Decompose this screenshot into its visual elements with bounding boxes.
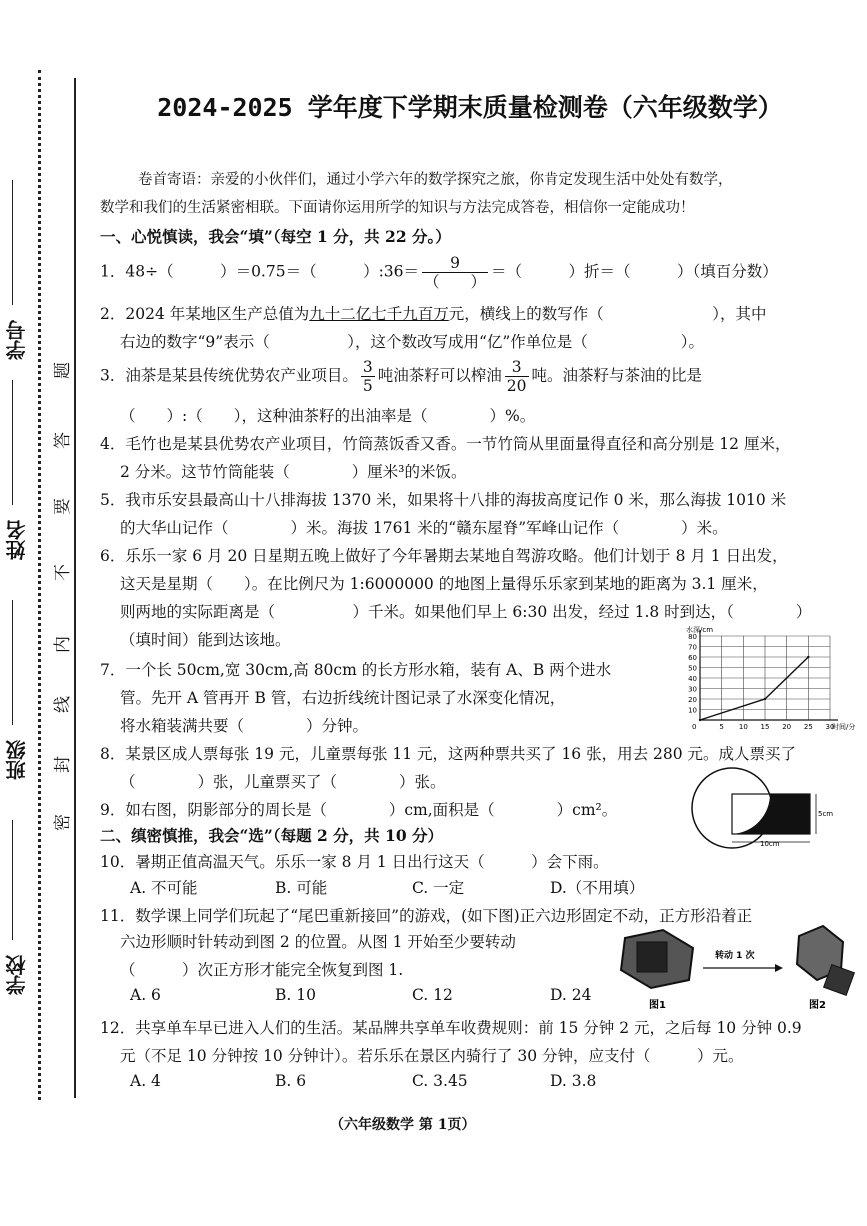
hexagon-rotation-figure bbox=[615, 918, 860, 1014]
question-2 bbox=[100, 302, 767, 324]
fraction-numerator: 3 bbox=[505, 358, 529, 377]
question-8: 8．某景区成人票每张 19 元，儿童票每张 11 元，这两种票共买了 16 张，用去 280 元。成人票买了 bbox=[100, 745, 797, 763]
question-text: （ ）次正方形才能完全恢复到图 1. bbox=[120, 961, 404, 979]
y-tick-label: 50 bbox=[688, 664, 697, 673]
arrow-icon bbox=[775, 964, 783, 972]
question-11: 11．数学课上同学们玩起了“尾巴重新接回”的游戏，(如下图)正六边形固定不动，正方形沿着正 bbox=[100, 907, 753, 925]
option-c[interactable]: C. 12 bbox=[412, 986, 453, 1004]
y-tick-label: 10 bbox=[688, 706, 697, 715]
water-depth-line-chart bbox=[672, 624, 856, 736]
question-3 bbox=[100, 358, 702, 395]
x-tick-label: 20 bbox=[782, 723, 792, 731]
name-field[interactable] bbox=[12, 380, 13, 505]
question-1 bbox=[100, 254, 778, 291]
height-label: 5cm bbox=[818, 810, 834, 818]
question-text: 则两地的实际距离是（ ）千米。如果他们早上 6:30 出发，经过 1.8 时到达，（ ） bbox=[120, 603, 812, 621]
question-text: 的大华山记作（ ）米。海拔 1761 米的“赣东屋脊”军峰山记作（ ）米。 bbox=[120, 519, 728, 537]
question-text: 1．48÷（ ）＝0.75＝（ ）:36＝ bbox=[100, 262, 420, 281]
question-9: 9．如右图，阴影部分的周长是（ ）cm,面积是（ ）cm²。 bbox=[100, 801, 618, 819]
question-text: 2 分米。这节竹筒能装（ ）厘米³的米饭。 bbox=[120, 463, 467, 481]
fraction-denominator[interactable]: （ ） bbox=[424, 273, 487, 291]
underlined-number: 九十二亿七千九百万 bbox=[309, 305, 449, 323]
question-text: 元（不足 10 分钟按 10 分钟计）。若乐乐在景区内骑行了 30 分钟，应支付（ ）元。 bbox=[120, 1047, 744, 1065]
intro-line: 数学和我们的生活紧密相联。下面请你运用所学的知识与方法完成答卷，相信你一定能成功！ bbox=[100, 200, 695, 216]
seal-char: 要 bbox=[53, 498, 73, 515]
page-footer: （六年级数学 第 1页） bbox=[330, 1117, 476, 1133]
x-tick-label: 0 bbox=[692, 723, 697, 731]
fraction-denominator: 5 bbox=[362, 377, 373, 395]
number-label: 学号 bbox=[5, 320, 29, 360]
seal-line bbox=[74, 78, 76, 1098]
fraction bbox=[505, 358, 529, 395]
y-tick-label: 30 bbox=[688, 685, 697, 694]
square-fig1 bbox=[637, 942, 667, 972]
x-tick-label: 15 bbox=[760, 723, 770, 731]
option-c[interactable]: C. 一定 bbox=[412, 879, 465, 897]
x-tick-label: 25 bbox=[803, 723, 813, 731]
width-label: 10cm bbox=[760, 840, 780, 848]
fraction-denominator: 20 bbox=[506, 377, 527, 395]
question-text: 吨油茶籽可以榨油 bbox=[377, 366, 502, 385]
y-tick-label: 40 bbox=[688, 675, 697, 683]
x-tick-label: 5 bbox=[719, 723, 724, 731]
intro-line: 卷首寄语：亲爱的小伙伴们，通过小学六年的数学探究之旅，你肯定发现生活中处处有数学， bbox=[138, 172, 733, 188]
data-point bbox=[807, 656, 809, 658]
question-text: 六边形顺时针转动到图 2 的位置。从图 1 开始至少要转动 bbox=[120, 933, 516, 951]
question-6: 6．乐乐一家 6 月 20 日星期五晚上做好了今年暑期去某地自驾游攻略。他们计划于 8 月 1 日出发， bbox=[100, 547, 788, 565]
question-text: 2．2024 年某地区生产总值为 bbox=[100, 305, 310, 323]
seal-char: 不 bbox=[53, 564, 73, 581]
question-text: 右边的数字“9”表示（ ），这个数改写成用“亿”作单位是（ ）。 bbox=[120, 333, 705, 351]
question-10: 10．暑期正值高温天气。乐乐一家 8 月 1 日出行这天（ ）会下雨。 bbox=[100, 853, 609, 871]
question-text: ＝（ ）折＝（ ）（填百分数） bbox=[491, 262, 778, 281]
option-b[interactable]: B. 6 bbox=[275, 1072, 307, 1090]
figure-1-label: 图1 bbox=[649, 1000, 666, 1011]
y-axis-label: 水深/cm bbox=[686, 626, 714, 634]
option-c[interactable]: C. 3.45 bbox=[412, 1072, 468, 1090]
y-tick-label: 20 bbox=[688, 696, 697, 704]
number-field[interactable] bbox=[12, 180, 13, 305]
seal-char: 密 bbox=[53, 814, 73, 831]
seal-char: 封 bbox=[53, 756, 73, 773]
seal-char: 线 bbox=[53, 696, 73, 713]
question-text: 这天是星期（ ）。在比例尺为 1:6000000 的地图上量得乐乐家到某地的距离为 3.1 厘米， bbox=[120, 575, 768, 593]
dotted-cut-line bbox=[38, 70, 41, 1100]
class-label: 班级 bbox=[5, 740, 29, 780]
y-tick-label: 80 bbox=[688, 633, 697, 641]
question-5: 5．我市乐安县最高山十八排海拔 1370 米，如果将十八排的海拔高度记作 0 米，那么海拔 1010 米 bbox=[100, 491, 787, 509]
data-point bbox=[699, 719, 701, 721]
option-a[interactable]: A. 6 bbox=[130, 986, 161, 1004]
binding-margin bbox=[0, 0, 78, 1226]
option-b[interactable]: B. 可能 bbox=[275, 879, 328, 897]
school-field[interactable] bbox=[12, 820, 13, 940]
page-title: 2024-2025 学年度下学期末质量检测卷（六年级数学） bbox=[157, 93, 783, 122]
y-tick-label: 70 bbox=[688, 643, 697, 652]
section-heading: 一、心悦慎读，我会“填”（每空 1 分，共 22 分。） bbox=[100, 227, 451, 246]
fraction bbox=[361, 358, 375, 395]
figure-2-label: 图2 bbox=[809, 1000, 826, 1011]
option-a[interactable]: A. 4 bbox=[130, 1072, 161, 1090]
question-text: 将水箱装满共要（ ）分钟。 bbox=[120, 717, 369, 735]
x-tick-label: 10 bbox=[738, 723, 748, 731]
question-text: （填时间）能到达该地。 bbox=[120, 631, 291, 649]
section-heading: 二、缜密慎推，我会“选”（每题 2 分，共 10 分） bbox=[100, 826, 444, 845]
question-text: 元，横线上的数写作（ ），其中 bbox=[448, 305, 767, 323]
seal-char: 答 bbox=[53, 432, 73, 449]
fraction bbox=[422, 254, 488, 291]
shaded-area-figure bbox=[692, 762, 842, 854]
option-b[interactable]: B. 10 bbox=[275, 986, 316, 1004]
option-a[interactable]: A. 不可能 bbox=[130, 879, 198, 897]
fraction-numerator: 9 bbox=[422, 254, 488, 273]
option-d[interactable]: D. 3.8 bbox=[550, 1072, 597, 1090]
school-label: 学校 bbox=[5, 955, 29, 995]
x-tick-label: 30 bbox=[825, 723, 835, 731]
fraction-numerator: 3 bbox=[362, 358, 373, 376]
question-text: 吨。油茶籽与茶油的比是 bbox=[531, 366, 703, 385]
class-field[interactable] bbox=[12, 600, 13, 725]
question-text: （ ）张，儿童票买了（ ）张。 bbox=[120, 773, 446, 791]
question-4: 4．毛竹也是某县优势农产业项目，竹筒蒸饭香又香。一节竹筒从里面量得直径和高分别是 12 厘米， bbox=[100, 435, 791, 453]
question-7: 7．一个长 50cm,宽 30cm,高 80cm 的长方形水箱，装有 A、B 两个进水 bbox=[100, 661, 612, 679]
arrow-label: 转动 1 次 bbox=[715, 951, 755, 961]
option-d[interactable]: D.（不用填） bbox=[550, 879, 645, 897]
question-text: 3．油茶是某县传统优势农产业项目。 bbox=[100, 366, 358, 385]
question-text: （ ）:（ ），这种油茶籽的出油率是（ ）%。 bbox=[120, 407, 536, 425]
question-text: 管。先开 A 管再开 B 管，右边折线统计图记录了水深变化情况， bbox=[120, 689, 566, 707]
seal-char: 题 bbox=[53, 362, 73, 379]
name-label: 姓名 bbox=[5, 520, 29, 560]
question-12: 12．共享单车早已进入人们的生活。某品牌共享单车收费规则：前 15 分钟 2 元，之后每 10 分钟 0.9 bbox=[100, 1019, 802, 1037]
x-axis-label: 时间/分 bbox=[832, 723, 856, 731]
seal-char: 内 bbox=[53, 636, 73, 653]
data-point bbox=[764, 698, 766, 700]
y-tick-label: 60 bbox=[688, 654, 697, 662]
option-d[interactable]: D. 24 bbox=[550, 986, 592, 1004]
